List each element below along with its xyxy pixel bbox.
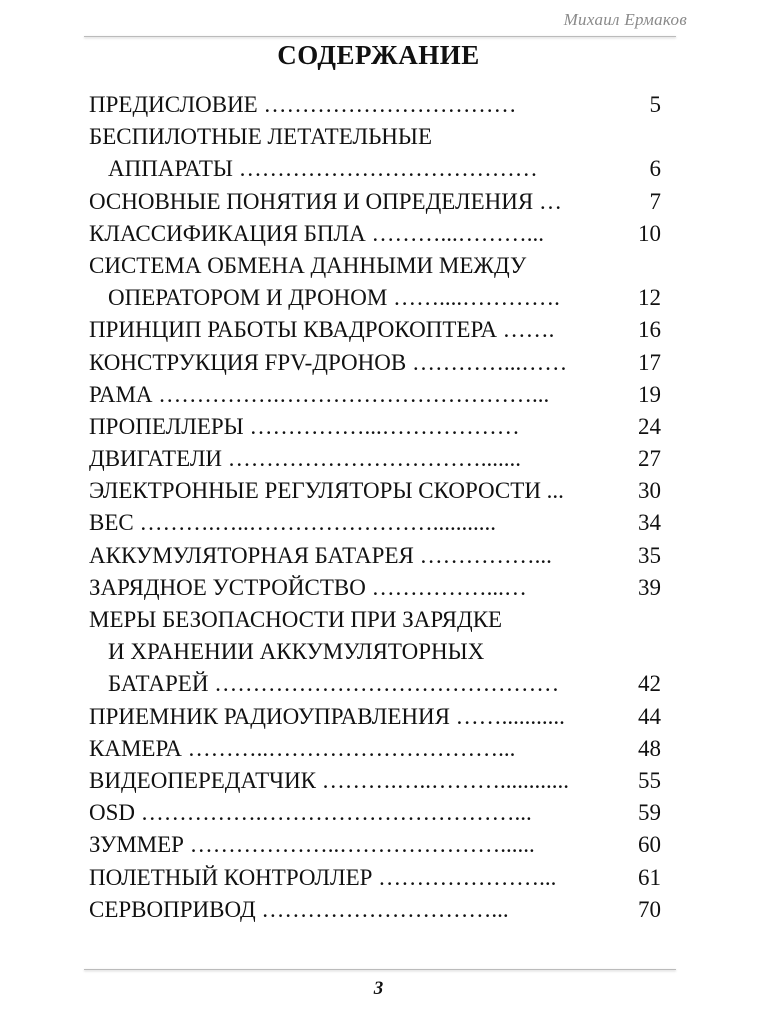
toc-entry-text: ДВИГАТЕЛИ ……………………………....... — [89, 446, 522, 472]
toc-entry-text: OSD …………….……………………………... — [89, 800, 532, 826]
toc-entry-page: 17 — [638, 349, 661, 375]
toc-entry-text: ПРЕДИСЛОВИЕ …………………………… — [89, 92, 517, 117]
toc-entry-line — [89, 798, 661, 830]
toc-entry-text: ПРОПЕЛЛЕРЫ ……………...……………… — [89, 413, 520, 439]
header-rule — [84, 36, 676, 37]
toc-entry-page: 19 — [638, 381, 661, 407]
toc-entry-page: 12 — [638, 285, 661, 311]
toc-entry-line — [89, 637, 661, 669]
toc-entry-line — [89, 476, 661, 508]
toc-entry-line — [89, 251, 661, 283]
toc-entry-page: 59 — [638, 800, 661, 826]
toc-entry-line — [89, 573, 661, 605]
toc-entry-line — [89, 766, 661, 798]
toc-entry-text: ВИДЕОПЕРЕДАТЧИК ……….…..………............ — [89, 767, 570, 793]
toc-entry-line — [89, 348, 661, 380]
toc-entry-line — [89, 380, 661, 412]
toc-entry-line — [89, 669, 661, 701]
toc-entry-text: КАМЕРА ………..…………………………... — [89, 735, 516, 761]
toc-entry-page: 44 — [638, 703, 661, 729]
toc-entry-text: ЭЛЕКТРОННЫЕ РЕГУЛЯТОРЫ СКОРОСТИ ... — [89, 478, 564, 504]
toc-entry-text: СИСТЕМА ОБМЕНА ДАННЫМИ МЕЖДУ — [89, 252, 527, 278]
toc-entry-text: РАМА …………….……………………………... — [89, 381, 550, 407]
toc-entry-text: ПРИНЦИП РАБОТЫ КВАДРОКОПТЕРА ……. — [89, 317, 555, 343]
toc-entry-page: 70 — [638, 896, 661, 922]
toc-entry-page: 16 — [638, 317, 661, 343]
toc-entry-text: КЛАССИФИКАЦИЯ БПЛА ………...………... — [89, 220, 545, 246]
toc-entry-line — [89, 734, 661, 766]
toc-entry-text: ОПЕРАТОРОМ И ДРОНОМ ……....…………. — [108, 285, 560, 311]
toc-entry-line — [89, 90, 661, 122]
toc-entry-text: АККУМУЛЯТОРНАЯ БАТАРЕЯ ……………... — [89, 542, 552, 568]
toc-entry-text: ОСНОВНЫЕ ПОНЯТИЯ И ОПРЕДЕЛЕНИЯ … — [89, 188, 562, 214]
toc-entry-page: 10 — [638, 220, 661, 246]
toc-entry-line — [89, 702, 661, 734]
toc-entry-page: 39 — [638, 574, 661, 600]
toc-entry-page: 61 — [638, 864, 661, 890]
toc-entry-line — [89, 895, 661, 927]
toc-entry-line — [89, 541, 661, 573]
toc-entry-text: ЗУММЕР ………………..…………………...... — [89, 832, 535, 858]
toc-entry-text: КОНСТРУКЦИЯ FPV-ДРОНОВ …………...…… — [89, 349, 568, 375]
toc-entry-page: 5 — [649, 92, 661, 117]
toc-entry-page: 27 — [638, 446, 661, 472]
toc-entry-line — [89, 154, 661, 186]
toc-entry-line — [89, 508, 661, 540]
toc-entry-text: BEC ……….…..……………………........... — [89, 510, 496, 536]
toc-entry-line — [89, 863, 661, 895]
toc-entry-page: 30 — [638, 478, 661, 504]
toc-entry-text: МЕРЫ БЕЗОПАСНОСТИ ПРИ ЗАРЯДКЕ — [89, 607, 503, 632]
toc-entry-text: ПОЛЕТНЫЙ КОНТРОЛЛЕР …………………... — [89, 864, 557, 890]
toc-entry-line — [89, 315, 661, 347]
toc-entry-page: 24 — [638, 413, 661, 439]
running-header-author: Михаил Ермаков — [563, 10, 687, 29]
toc-entry-page: 60 — [638, 832, 661, 858]
toc-entry-text: И ХРАНЕНИИ АККУМУЛЯТОРНЫХ — [108, 639, 485, 665]
toc-entry-page: 55 — [638, 767, 661, 793]
toc-entry-text: БЕСПИЛОТНЫЕ ЛЕТАТЕЛЬНЫЕ — [89, 124, 433, 150]
toc-entry-page: 35 — [638, 542, 661, 568]
page-title: СОДЕРЖАНИЕ — [277, 40, 480, 70]
footer-rule — [84, 969, 676, 970]
toc-entry-line — [89, 187, 661, 219]
toc-entry-text: СЕРВОПРИВОД …………………………... — [89, 896, 509, 922]
toc-entry-text: ЗАРЯДНОЕ УСТРОЙСТВО ……………...… — [89, 574, 527, 600]
toc-entry-line — [89, 283, 661, 315]
toc-entry-page: 6 — [649, 156, 661, 182]
toc-entry-text: ПРИЕМНИК РАДИОУПРАВЛЕНИЯ ……........... — [89, 703, 565, 729]
toc-entry-line — [89, 412, 661, 444]
toc-entry-line — [89, 122, 661, 154]
toc-entry-line — [89, 830, 661, 862]
page-number: 3 — [373, 978, 384, 999]
toc-entry-text: БАТАРЕЙ ……………………………………… — [108, 671, 560, 697]
toc-entry-line — [89, 444, 661, 476]
toc-entry-page: 34 — [638, 510, 661, 536]
toc-entry-page: 7 — [649, 188, 661, 214]
toc-entry-page: 48 — [638, 735, 661, 761]
table-of-contents — [89, 90, 661, 927]
toc-entry-text: АППАРАТЫ ………………………………… — [108, 156, 538, 182]
toc-entry-page: 42 — [638, 671, 661, 697]
toc-entry-line — [89, 219, 661, 251]
toc-entry-line — [89, 605, 661, 637]
